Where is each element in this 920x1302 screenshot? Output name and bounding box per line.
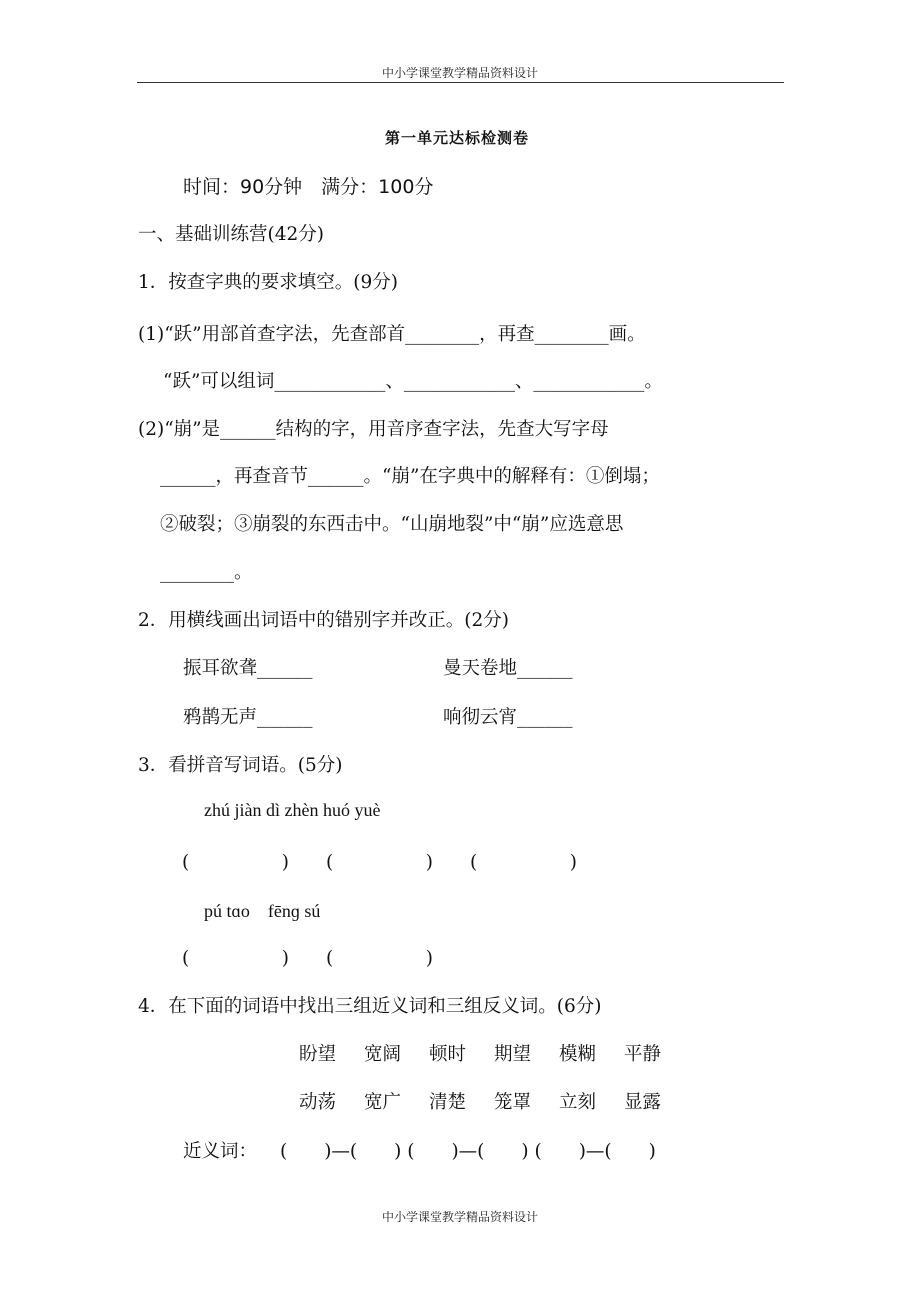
q1-title: 1．按查字典的要求填空。(9分) [138, 272, 398, 293]
page-footer: 中小学课堂教学精品资料设计 [382, 1210, 539, 1224]
q4-word: 动荡 [299, 1092, 337, 1113]
q4-word: 期望 [494, 1044, 532, 1065]
q3-pinyin-row-1: zhú jiàn dì zhèn huó yuè [204, 800, 381, 820]
q4-word: 平静 [624, 1044, 662, 1065]
q4-word: 立刻 [559, 1092, 597, 1113]
q4-word: 顿时 [429, 1044, 467, 1065]
q4-synonym-label: 近义词： [183, 1141, 258, 1162]
q2-word-3: 鸦鹊无声______ [183, 707, 313, 728]
q1-part2-line4: ________。 [160, 562, 253, 583]
q1-part1-line1: (1)“跃”用部首查字法，先查部首________，再查________画。 [138, 324, 646, 345]
q4-word: 盼望 [299, 1044, 337, 1065]
page-header: 中小学课堂教学精品资料设计 [382, 66, 539, 80]
q1-part2-line3: ②破裂；③崩裂的东西击中。“山崩地裂”中“崩”应选意思 [160, 514, 624, 535]
q2-title: 2．用横线画出词语中的错别字并改正。(2分) [138, 610, 509, 631]
q1-part2-line1: (2)“崩”是______结构的字，用音序查字法，先查大写字母 [138, 419, 609, 440]
q3-answer-blank: ( ) [182, 852, 289, 873]
q1-part2-line2: ______，再查音节______。“崩”在字典中的解释有：①倒塌； [160, 466, 660, 487]
q1-part1-line2: “跃”可以组词____________、____________、____________。 [163, 371, 663, 392]
q3-pinyin-row-2: pú tɑo fēnɡ sú [204, 901, 321, 921]
page-title: 第一单元达标检测卷 [385, 129, 530, 147]
q4-word: 笼罩 [494, 1092, 532, 1113]
q3-title: 3．看拼音写词语。(5分) [138, 755, 343, 776]
section-1-heading: 一、基础训练营(42分) [138, 224, 324, 245]
q3-answer-blank: ( ) [326, 948, 433, 969]
q4-word: 模糊 [559, 1044, 597, 1065]
header-rule [137, 82, 784, 83]
q4-word: 清楚 [429, 1092, 467, 1113]
q4-synonym-blanks: ( )—( ) ( )—( ) ( )—( ) [280, 1141, 656, 1162]
q3-answer-blank: ( ) [182, 948, 289, 969]
time-score-line: 时间：90分钟 满分：100分 [183, 176, 434, 198]
q2-word-2: 曼天卷地______ [443, 658, 573, 679]
q2-word-4: 响彻云宵______ [443, 707, 573, 728]
q4-word: 宽广 [364, 1092, 402, 1113]
q4-word: 宽阔 [364, 1044, 402, 1065]
q4-title: 4．在下面的词语中找出三组近义词和三组反义词。(6分) [138, 996, 602, 1017]
q2-word-1: 振耳欲聋______ [183, 658, 313, 679]
q3-answer-blank: ( ) [470, 852, 577, 873]
q4-word: 显露 [624, 1092, 662, 1113]
q3-answer-blank: ( ) [326, 852, 433, 873]
